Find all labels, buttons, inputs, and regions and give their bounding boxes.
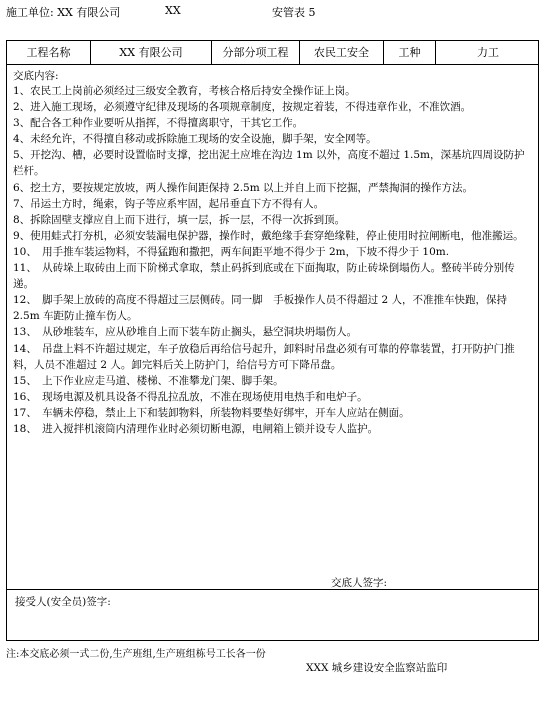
list-item: 4、未经允许，不得擅自移动或拆除施工现场的安全设施，脚手架，安全网等。 bbox=[13, 133, 377, 146]
trade-label: 工种 bbox=[384, 41, 436, 64]
construction-unit-label: 施工单位: XX 有限公司 bbox=[6, 6, 121, 19]
list-item: 2、进入施工现场，必须遵守纪律及现场的各项规章制度，按规定着装，不得违章作业，不准饮酒。 bbox=[13, 101, 472, 114]
discloser-signature-label: 交底人签字: bbox=[331, 577, 388, 589]
list-item: 8、拆除固壁支撑应自上而下进行，填一层，拆一层，不得一次拆到顶。 bbox=[13, 213, 346, 226]
list-item: 18、 进入搅拌机滚筒内清理作业时必须切断电源，电闸箱上锁并设专人监护。 bbox=[13, 422, 379, 435]
disclosure-form bbox=[6, 40, 539, 641]
list-item: 9、使用蛙式打夯机，必须安装漏电保护器，操作时，戴绝缘手套穿绝缘鞋，停止使用时拉闸断电，他准搬运。 bbox=[13, 229, 524, 242]
list-item: 13、 从砂堆装车，应从砂堆自上而下装车防止搁头，悬空洞块坍塌伤人。 bbox=[13, 326, 358, 339]
receiver-signature-label: 接受人(安全员)签字: bbox=[15, 596, 111, 608]
info-row bbox=[7, 41, 538, 65]
list-item: 11、 从砖垛上取砖由上而下阶梯式拿取，禁止码拆到底或在下面掏取，防止砖垛倒塌伤人。整砖半砖分别传递。 bbox=[13, 262, 515, 291]
list-item: 7、吊运土方时，绳索，钩子等应系牢固，起吊垂直下方不得有人。 bbox=[13, 197, 325, 210]
header-xx: XX bbox=[165, 4, 181, 17]
project-name-label: 工程名称 bbox=[7, 41, 91, 64]
list-item: 16、 现场电源及机具设备不得乱拉乱放，不准在现场使用电热手和电炉子。 bbox=[13, 390, 368, 403]
list-item: 1、农民工上岗前必须经过三级安全教育，考核合格后持安全操作证上岗。 bbox=[13, 85, 356, 97]
list-item: 6、挖土方，要按规定放坡，两人操作间距保持 2.5m 以上并自上而下挖掘，严禁掏洞的操作方法。 bbox=[13, 181, 474, 194]
disclosure-list bbox=[13, 83, 527, 437]
list-item: 12、 脚手架上放砖的高度不得超过三层侧砖。同一脚 手板操作人员不得超过 2 人，不准推车快跑，保持 2.5m 车距防止撞车伤人。 bbox=[13, 294, 507, 323]
trade-value: 力工 bbox=[477, 46, 499, 59]
list-item: 14、 吊盘上料不许超过规定，车子放稳后再给信号起升，卸料时吊盘必须有可靠的停靠装置，打开防护门推料，人员不准超过 2 人。卸完料后关上防护门，给信号方可下降吊盘。 bbox=[13, 342, 515, 371]
subproject-label: 分部分项工程 bbox=[212, 41, 300, 64]
list-item: 15、 上下作业应走马道、楼梯、不准攀龙门架、脚手架。 bbox=[13, 374, 284, 387]
list-item: 17、 车辆未停稳，禁止上下和装卸物料，所装物料要垫好绑牢，开车人应站在侧面。 bbox=[13, 406, 410, 419]
disclosure-content bbox=[7, 65, 538, 590]
list-item: 5、开挖沟、槽，必要时设置临时支撑，挖出泥土应堆在沟边 1m 以外，高度不超过 1.5m，深基坑四周设防护栏杆。 bbox=[13, 149, 525, 178]
list-item: 10、 用手推车装运物料，不得猛跑和撒把，两车间距平地不得少于 2m，下坡不得少于 10m. bbox=[13, 245, 450, 258]
footer-note: 注:本交底必须一式二份,生产班组,生产班组栋号工长各一份 bbox=[6, 649, 266, 660]
project-name-value: XX 有限公司 bbox=[91, 41, 212, 64]
list-item: 3、配合各工种作业要听从指挥，不得擅离职守，干其它工作。 bbox=[13, 117, 304, 130]
disclosure-title: 交底内容: bbox=[13, 70, 59, 82]
subproject-value: 农民工安全 bbox=[300, 41, 384, 64]
form-number: 安管表 5 bbox=[272, 6, 316, 19]
supervision-stamp: XXX 城乡建设安全监察站监印 bbox=[306, 662, 448, 674]
